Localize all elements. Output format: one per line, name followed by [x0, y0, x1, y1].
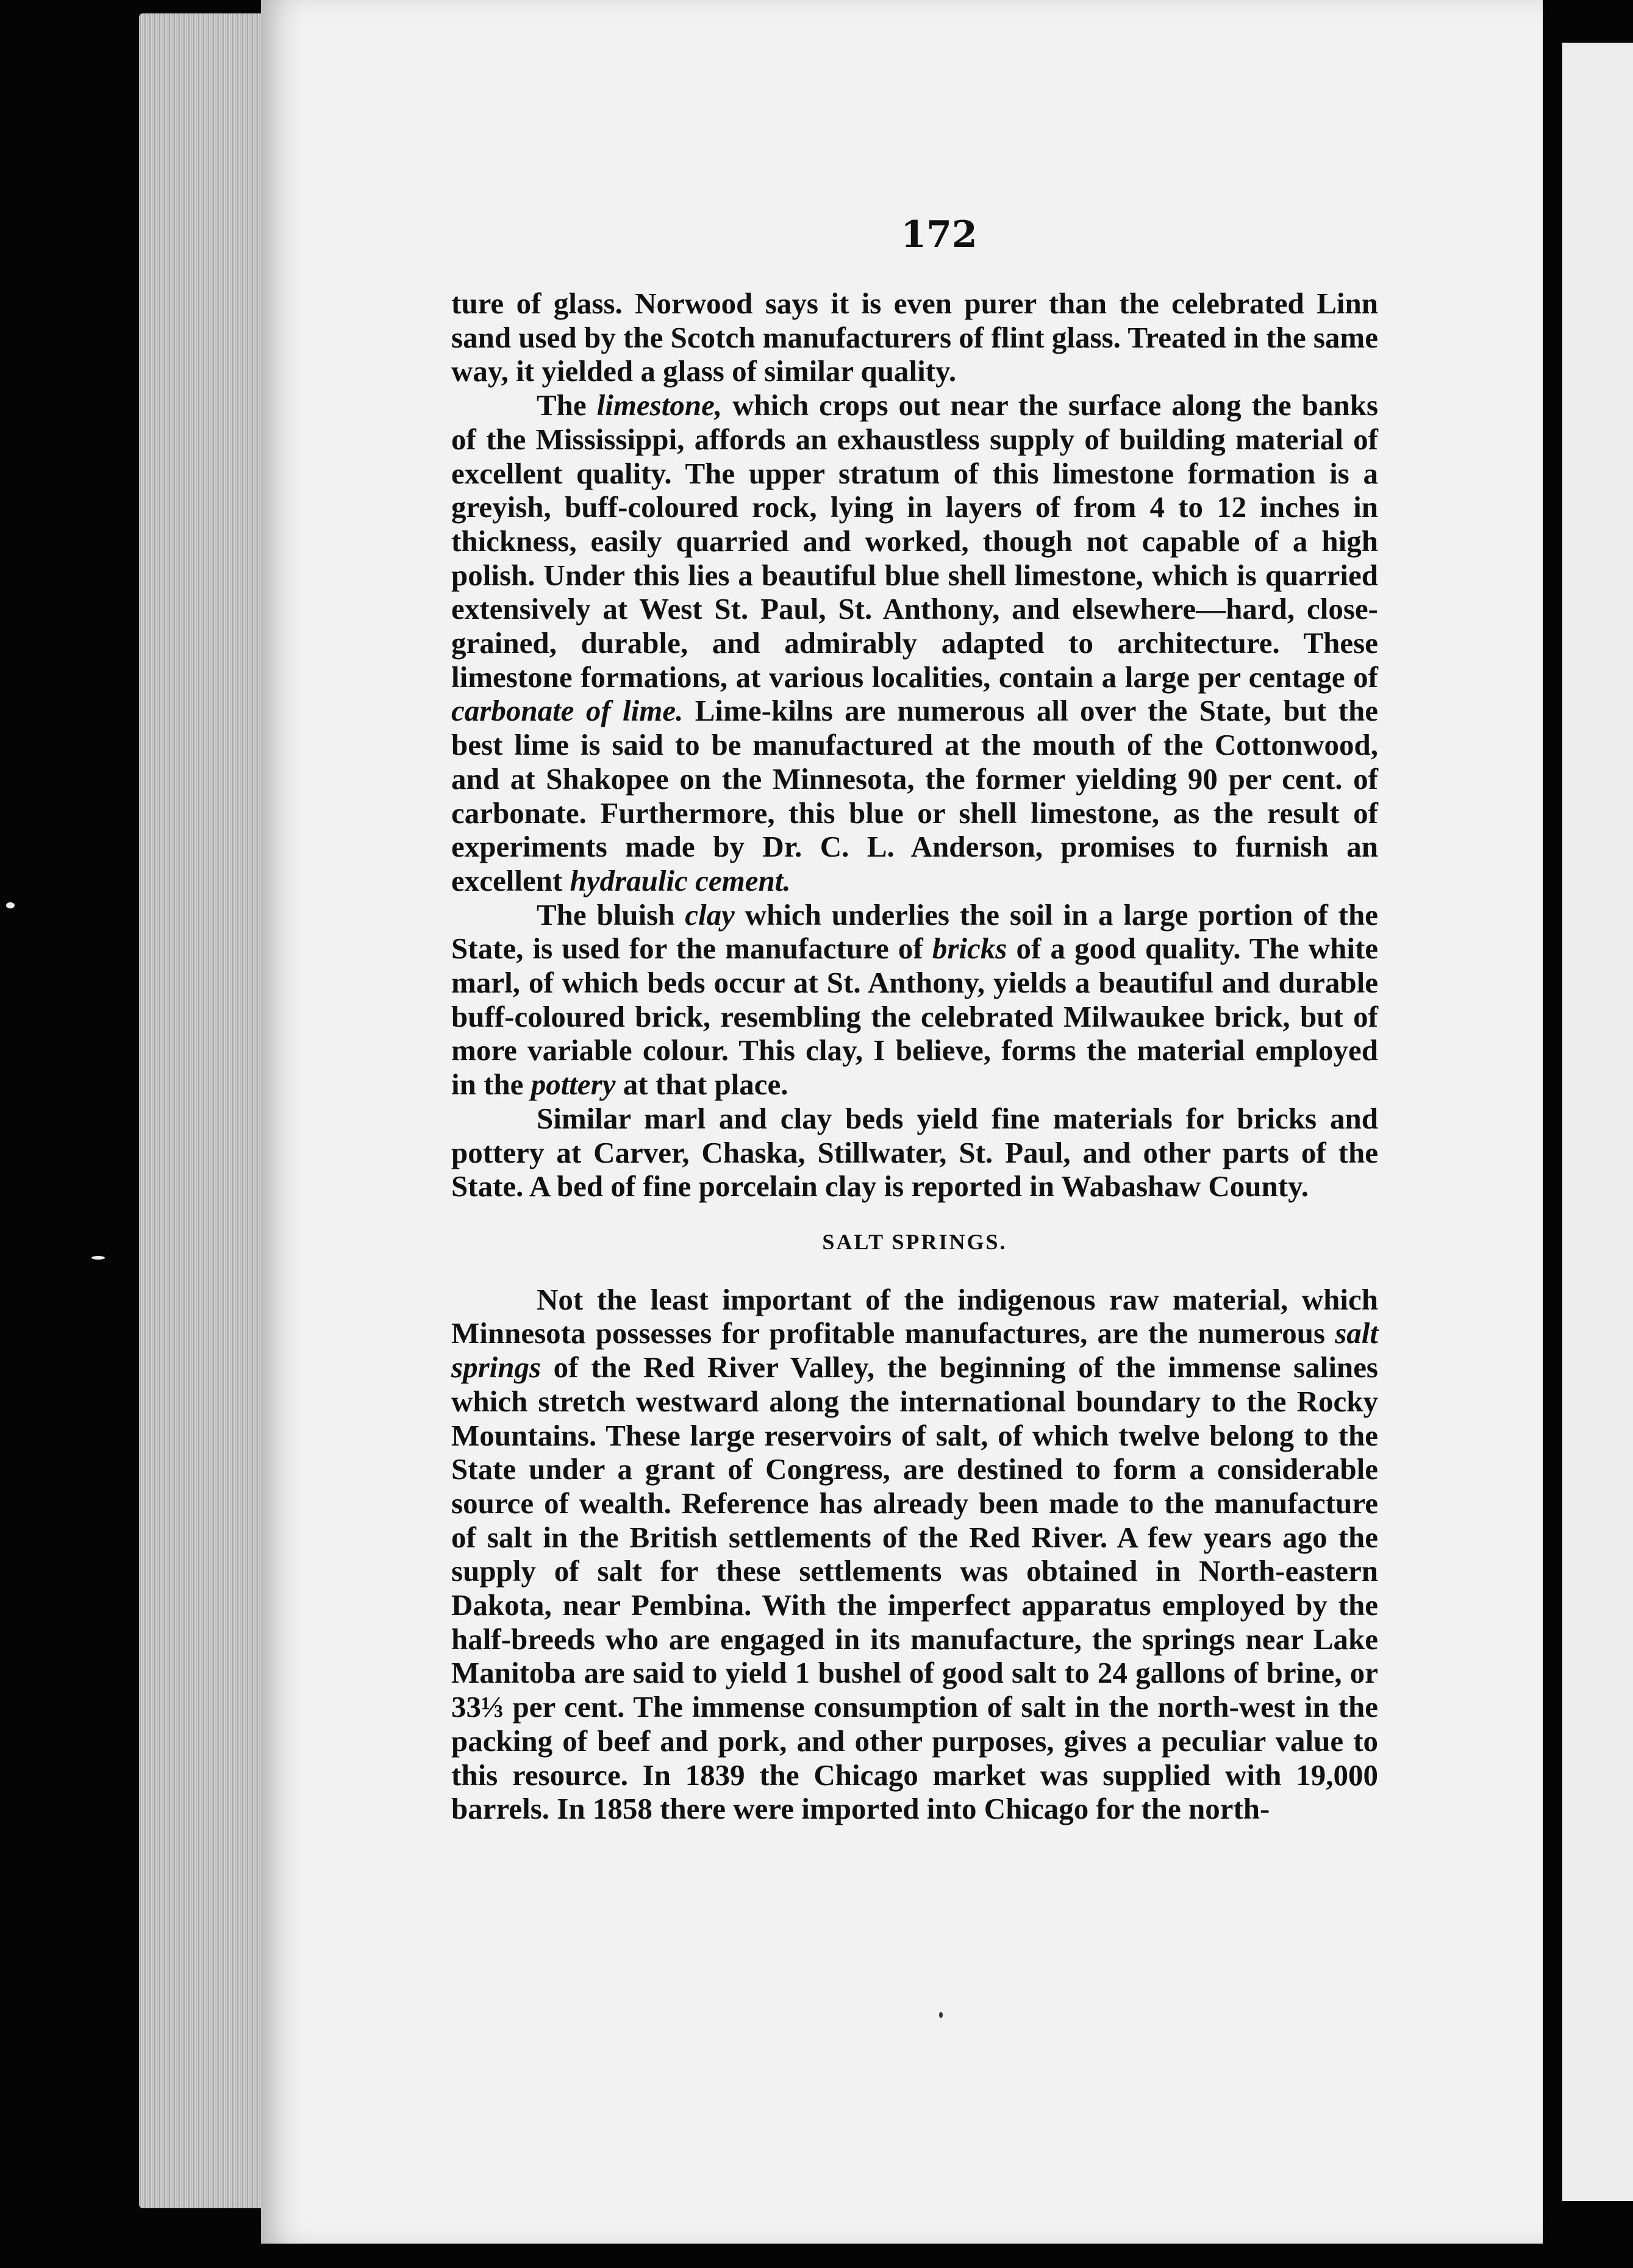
italic-carbonate-of-lime: carbonate of lime. [451, 694, 684, 728]
paragraph-limestone: The limestone, which crops out near the surface along the banks of the Mississippi, affords an exhaustless supply of building material of excellent quality. The upper stratum of this limestone formation is a greyish, buff-coloured rock, lying in layers of from 4 to 12 inches in thickness, easily quarried and worked, though not capable of a high polish. Under this lies a beautiful blue shell limestone, which is quarried extensively at West St. Paul, St. Anthony, and elsewhere—hard, close-grained, durable, and admirably adapted to architecture. These limestone formations, at various localities, contain a large per centage of carbonate of lime. Lime-kilns are numerous all over the State, but the best lime is said to be manufactured at the mouth of the Cottonwood, and at Shakopee on the Minnesota, the former yielding 90 per cent. of carbonate. Furthermore, this blue or shell limestone, as the result of experiments made by Dr. C. L. Anderson, promises to furnish an excellent hydraulic cement. [451, 388, 1379, 897]
paragraph-glass: ture of glass. Norwood says it is even purer than the celebrated Linn sand used by the Scotch manufacturers of flint glass. Treated in the same way, it yielded a glass of similar quality. [451, 287, 1378, 388]
italic-clay: clay [685, 897, 735, 932]
italic-bricks: bricks [932, 932, 1007, 966]
italic-salt-springs: salt springs [451, 1316, 1378, 1385]
body-text [451, 287, 1378, 1826]
paragraph-marl: Similar marl and clay beds yield fine materials for bricks and pottery at Carver, Chaska, Stillwater, St. Paul, and other parts of the State. A bed of fine porcelain clay is reported in Wabashaw County. [451, 1101, 1378, 1204]
italic-pottery: pottery [531, 1068, 616, 1102]
dust-speck [6, 902, 15, 908]
paragraph-clay: The bluish clay which underlies the soil in a large portion of the State, is used for the manufacture of bricks of a good quality. The white marl, of which beds occur at St. Anthony, yields a beautiful and durable buff-coloured brick, resembling the celebrated Milwaukee brick, but of more variable colour. This clay, I believe, forms the material employed in the pottery at that place. [451, 897, 1379, 1102]
dust-speck [91, 1256, 105, 1260]
paragraph-salt-springs: Not the least important of the indigenous raw material, which Minnesota possesses for profitable manufactures, are the numerous salt springs of the Red River Valley, the beginning of the immense salines which stretch westward along the international boundary to the Rocky Mountains. These large reservoirs of salt, of which twelve belong to the State under a grant of Congress, are destined to form a considerable source of wealth. Reference has already been made to the manufacture of salt in the British settlements of the Red River. A few years ago the supply of salt for these settlements was obtained in North-eastern Dakota, near Pembina. With the imperfect apparatus employed by the half-breeds who are engaged in its manufacture, the springs near Lake Manitoba are said to yield 1 bushel of good salt to 24 gallons of brine, or 33⅓ per cent. The immense consumption of salt in the north-west in the packing of beef and pork, and other purposes, gives a peculiar value to this resource. In 1839 the Chicago market was supplied with 19,000 barrels. In 1858 there were imported into Chicago for the north- [451, 1282, 1379, 1826]
page-number: 172 [901, 213, 977, 256]
dust-speck [939, 2012, 943, 2018]
next-page-edge [1562, 43, 1633, 2201]
book-page-edges [139, 13, 261, 2208]
italic-limestone: limestone, [596, 388, 723, 423]
italic-hydraulic-cement: hydraulic cement. [570, 863, 791, 897]
section-heading: SALT SPRINGS. [822, 1229, 1007, 1254]
